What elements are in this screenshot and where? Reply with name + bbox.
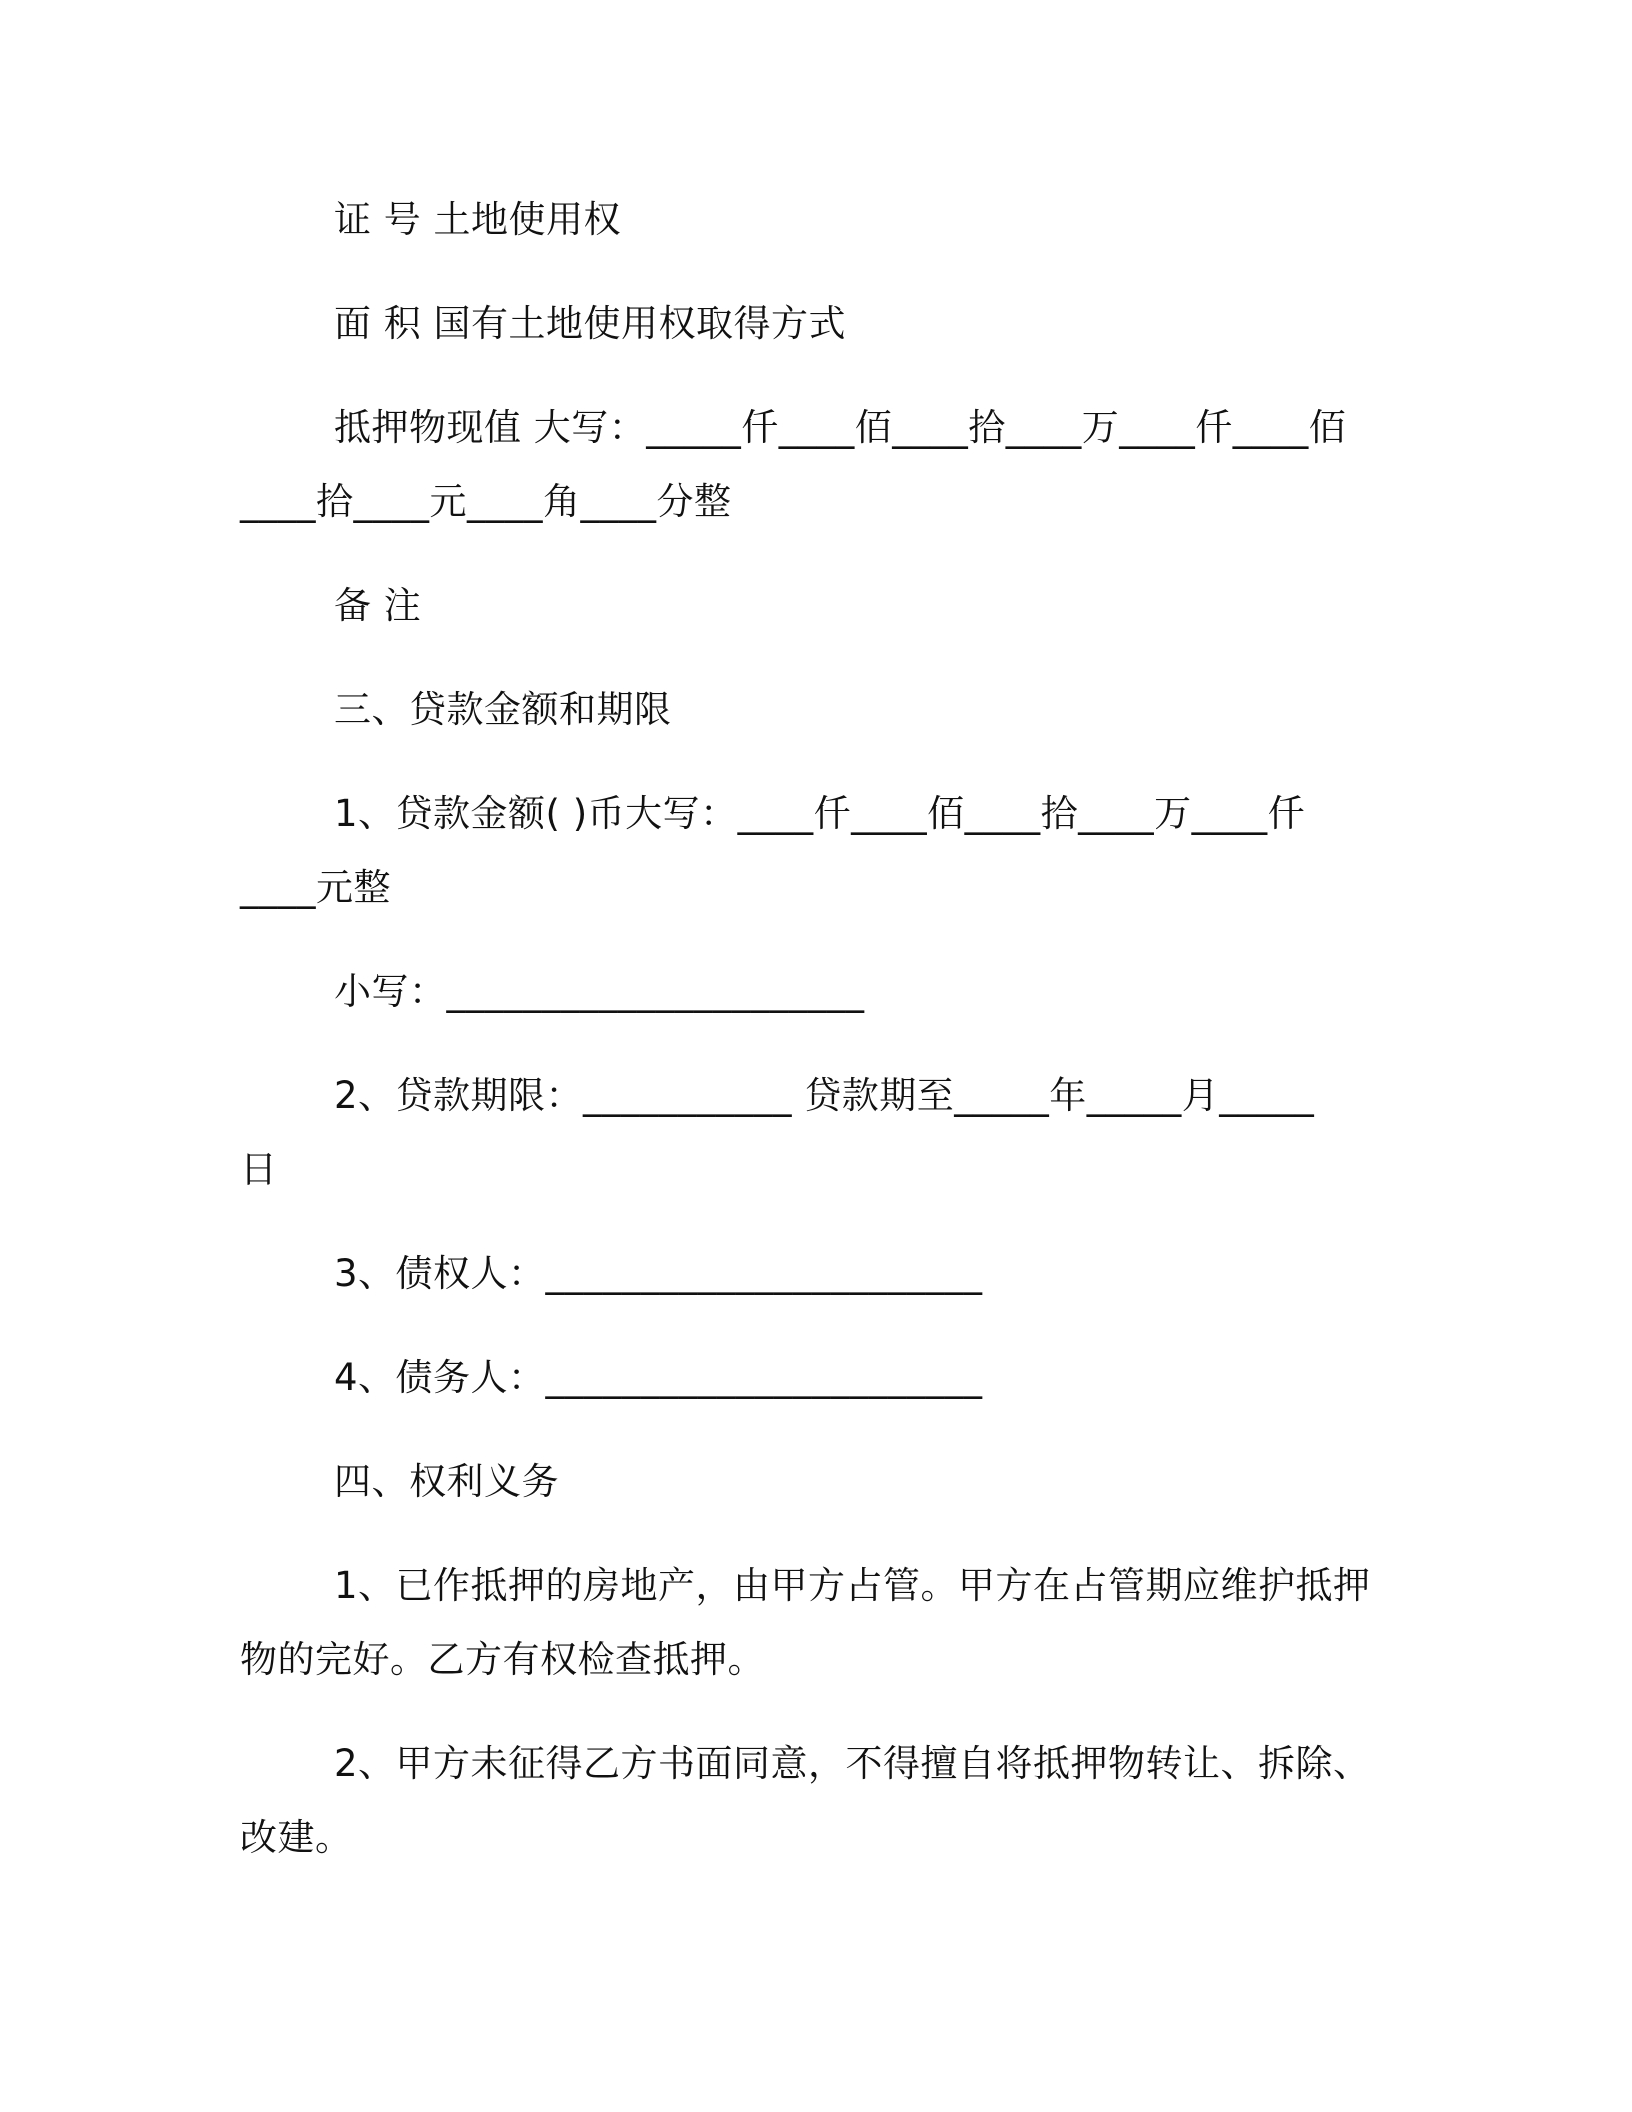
section-four-heading: 四、权利义务 bbox=[334, 1460, 559, 1503]
debtor-line: 4、债务人：_______________________ bbox=[334, 1356, 983, 1399]
loan-term-line-continued: 日 bbox=[240, 1148, 278, 1191]
clause-two-line: 2、甲方未征得乙方书面同意，不得擅自将抵押物转让、拆除、 bbox=[334, 1742, 1371, 1785]
clause-two-line-continued: 改建。 bbox=[240, 1816, 353, 1859]
remarks-line: 备 注 bbox=[334, 584, 422, 627]
collateral-value-line: 抵押物现值 大写：_____仟____佰____拾____万____仟____佰 bbox=[334, 406, 1347, 449]
certificate-number-line: 证 号 土地使用权 bbox=[334, 198, 622, 241]
lowercase-amount-line: 小写：______________________ bbox=[334, 970, 865, 1013]
loan-term-line: 2、贷款期限：___________ 贷款期至_____年_____月_____ bbox=[334, 1074, 1315, 1117]
creditor-line: 3、债权人：_______________________ bbox=[334, 1252, 983, 1295]
loan-amount-line: 1、贷款金额( )币大写：____仟____佰____拾____万____仟 bbox=[334, 792, 1306, 835]
clause-one-line-continued: 物的完好。乙方有权检查抵押。 bbox=[240, 1638, 765, 1681]
area-line: 面 积 国有土地使用权取得方式 bbox=[334, 302, 847, 345]
section-three-heading: 三、贷款金额和期限 bbox=[334, 688, 672, 731]
loan-amount-line-continued: ____元整 bbox=[240, 866, 391, 909]
collateral-value-line-continued: ____拾____元____角____分整 bbox=[240, 480, 732, 523]
clause-one-line: 1、已作抵押的房地产，由甲方占管。甲方在占管期应维护抵押 bbox=[334, 1564, 1371, 1607]
